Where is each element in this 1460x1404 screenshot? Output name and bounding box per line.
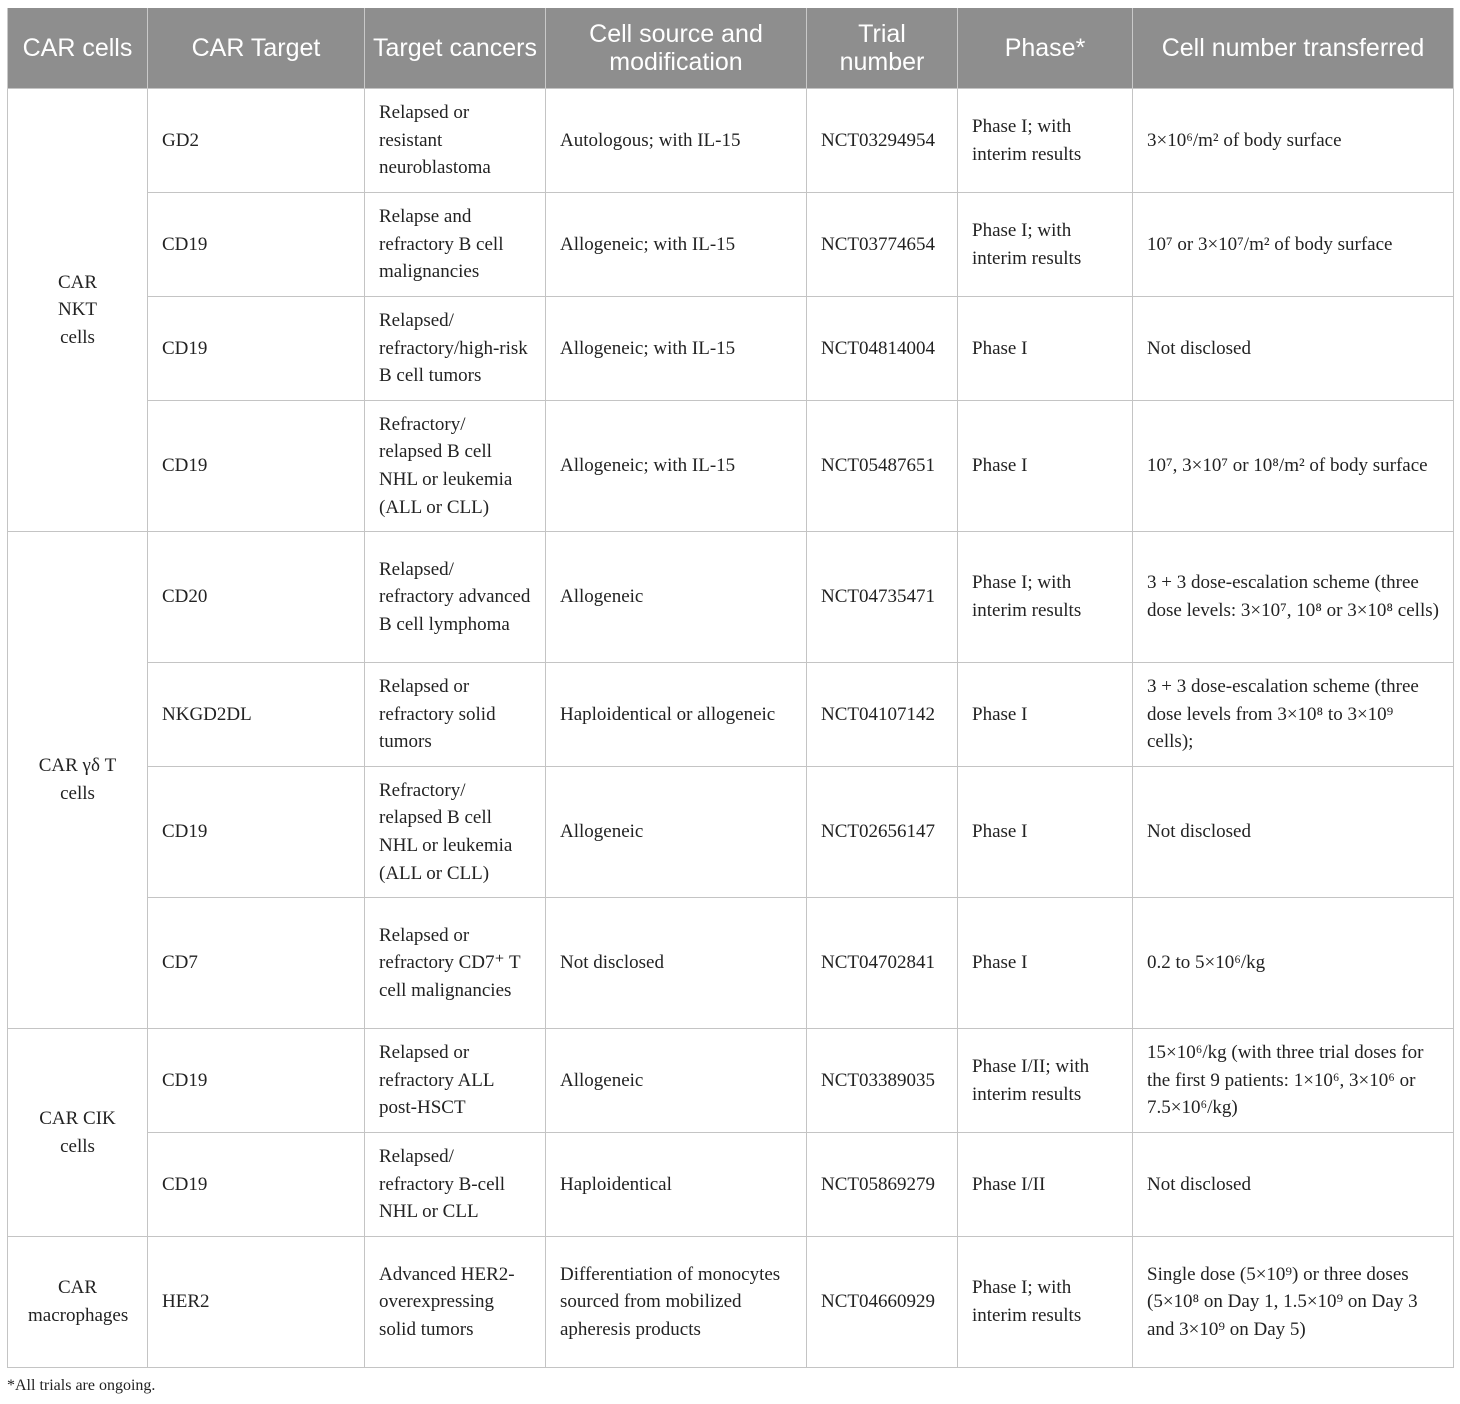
cell-trial: NCT04702841 — [807, 898, 958, 1029]
group-label: CAR macrophages — [8, 1237, 148, 1368]
cell-target: HER2 — [148, 1237, 365, 1368]
table-row — [8, 898, 1454, 1029]
cell-target: GD2 — [148, 89, 365, 193]
cell-target: CD19 — [148, 1133, 365, 1237]
cell-cancers: Relapsed/ refractory B-cell NHL or CLL — [365, 1133, 546, 1237]
header-row — [8, 8, 1454, 89]
cell-source: Haploidentical or allogeneic — [546, 663, 807, 767]
cell-source: Not disclosed — [546, 898, 807, 1029]
cell-trial: NCT04107142 — [807, 663, 958, 767]
cell-target: CD19 — [148, 193, 365, 297]
cell-cancers: Relapsed/ refractory/high-risk B cell tumors — [365, 297, 546, 401]
group-label: CAR NKT cells — [8, 89, 148, 532]
cell-trial: NCT04660929 — [807, 1237, 958, 1368]
header-phase: Phase* — [958, 8, 1133, 89]
cell-trial: NCT05869279 — [807, 1133, 958, 1237]
cell-phase: Phase I; with interim results — [958, 89, 1133, 193]
cell-phase: Phase I/II — [958, 1133, 1133, 1237]
table-row — [8, 663, 1454, 767]
cell-count: 0.2 to 5×10⁶/kg — [1133, 898, 1454, 1029]
cell-phase: Phase I — [958, 898, 1133, 1029]
cell-cancers: Relapsed or refractory ALL post-HSCT — [365, 1029, 546, 1133]
cell-phase: Phase I — [958, 767, 1133, 898]
cell-trial: NCT05487651 — [807, 401, 958, 532]
cell-count: 10⁷ or 3×10⁷/m² of body surface — [1133, 193, 1454, 297]
table-row — [8, 193, 1454, 297]
cell-source: Allogeneic — [546, 767, 807, 898]
cell-count: 3×10⁶/m² of body surface — [1133, 89, 1454, 193]
cell-target: CD7 — [148, 898, 365, 1029]
header-cell-source: Cell source and modification — [546, 8, 807, 89]
cell-phase: Phase I — [958, 401, 1133, 532]
cell-cancers: Relapsed or refractory CD7⁺ T cell malignancies — [365, 898, 546, 1029]
cell-cancers: Relapsed or resistant neuroblastoma — [365, 89, 546, 193]
cell-phase: Phase I; with interim results — [958, 532, 1133, 663]
cell-target: CD19 — [148, 297, 365, 401]
cell-count: 10⁷, 3×10⁷ or 10⁸/m² of body surface — [1133, 401, 1454, 532]
cell-source: Allogeneic; with IL-15 — [546, 297, 807, 401]
cell-cancers: Refractory/ relapsed B cell NHL or leukemia (ALL or CLL) — [365, 401, 546, 532]
header-target-cancers: Target cancers — [365, 8, 546, 89]
table-row — [8, 401, 1454, 532]
header-trial-number: Trial number — [807, 8, 958, 89]
cell-source: Allogeneic; with IL-15 — [546, 193, 807, 297]
trials-table — [7, 8, 1454, 1368]
cell-cancers: Relapsed/ refractory advanced B cell lymphoma — [365, 532, 546, 663]
cell-trial: NCT04814004 — [807, 297, 958, 401]
cell-source: Allogeneic — [546, 1029, 807, 1133]
cell-source: Allogeneic; with IL-15 — [546, 401, 807, 532]
cell-source: Differentiation of monocytes sourced from mobilized apheresis products — [546, 1237, 807, 1368]
table-row — [8, 1133, 1454, 1237]
cell-source: Autologous; with IL-15 — [546, 89, 807, 193]
group-label: CAR γδ T cells — [8, 532, 148, 1029]
table-row — [8, 1237, 1454, 1368]
cell-trial: NCT03774654 — [807, 193, 958, 297]
footnote: *All trials are ongoing. — [7, 1377, 156, 1394]
table-row — [8, 767, 1454, 898]
cell-phase: Phase I; with interim results — [958, 1237, 1133, 1368]
cell-source: Haploidentical — [546, 1133, 807, 1237]
cell-phase: Phase I — [958, 663, 1133, 767]
cell-trial: NCT03294954 — [807, 89, 958, 193]
cell-trial: NCT03389035 — [807, 1029, 958, 1133]
header-cell-number: Cell number transferred — [1133, 8, 1454, 89]
cell-phase: Phase I; with interim results — [958, 193, 1133, 297]
cell-cancers: Relapsed or refractory solid tumors — [365, 663, 546, 767]
cell-count: Single dose (5×10⁹) or three doses (5×10⁸ on Day 1, 1.5×10⁹ on Day 3 and 3×10⁹ on Day 5) — [1133, 1237, 1454, 1368]
cell-count: Not disclosed — [1133, 767, 1454, 898]
table-row — [8, 1029, 1454, 1133]
cell-trial: NCT04735471 — [807, 532, 958, 663]
cell-count: Not disclosed — [1133, 1133, 1454, 1237]
cell-cancers: Advanced HER2-overexpressing solid tumors — [365, 1237, 546, 1368]
cell-cancers: Relapse and refractory B cell malignancies — [365, 193, 546, 297]
table-row — [8, 89, 1454, 193]
cell-phase: Phase I — [958, 297, 1133, 401]
cell-source: Allogeneic — [546, 532, 807, 663]
cell-trial: NCT02656147 — [807, 767, 958, 898]
cell-cancers: Refractory/ relapsed B cell NHL or leukemia (ALL or CLL) — [365, 767, 546, 898]
cell-count: Not disclosed — [1133, 297, 1454, 401]
cell-target: NKGD2DL — [148, 663, 365, 767]
cell-target: CD20 — [148, 532, 365, 663]
cell-count: 3 + 3 dose-escalation scheme (three dose levels: 3×10⁷, 10⁸ or 3×10⁸ cells) — [1133, 532, 1454, 663]
cell-phase: Phase I/II; with interim results — [958, 1029, 1133, 1133]
cell-target: CD19 — [148, 401, 365, 532]
header-car-target: CAR Target — [148, 8, 365, 89]
table-row — [8, 532, 1454, 663]
group-label: CAR CIK cells — [8, 1029, 148, 1237]
cell-target: CD19 — [148, 1029, 365, 1133]
header-car-cells: CAR cells — [8, 8, 148, 89]
cell-count: 15×10⁶/kg (with three trial doses for the first 9 patients: 1×10⁶, 3×10⁶ or 7.5×10⁶/kg) — [1133, 1029, 1454, 1133]
cell-count: 3 + 3 dose-escalation scheme (three dose levels from 3×10⁸ to 3×10⁹ cells); — [1133, 663, 1454, 767]
table-row — [8, 297, 1454, 401]
cell-target: CD19 — [148, 767, 365, 898]
